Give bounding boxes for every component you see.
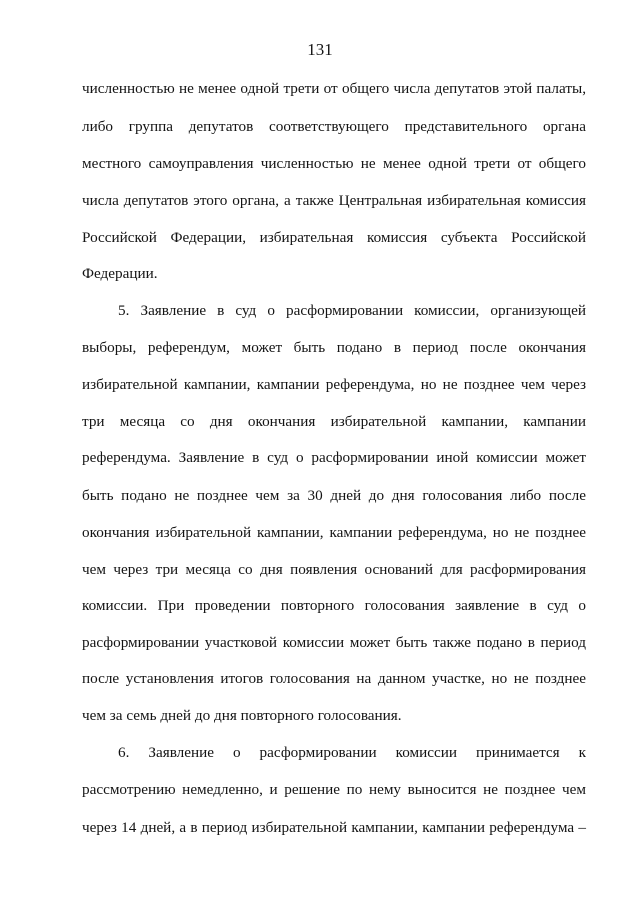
text-line: расформировании участковой комиссии может быть также подано в период	[82, 634, 586, 651]
text-line: три месяца со дня окончания избирательной кампании, кампании	[82, 413, 586, 430]
text-line: избирательной кампании, кампании референдума, но не позднее чем через	[82, 376, 586, 393]
text-line: численностью не менее одной трети от общего числа депутатов этой палаты,	[82, 80, 586, 97]
text-line: быть подано не позднее чем за 30 дней до дня голосования либо после	[82, 487, 586, 504]
text-line: выборы, референдум, может быть подано в период после окончания	[82, 339, 586, 356]
text-line: окончания избирательной кампании, кампании референдума, но не позднее	[82, 524, 586, 541]
text-line: либо группа депутатов соответствующего представительного органа	[82, 118, 586, 135]
text-line: Федерации.	[82, 265, 158, 282]
text-line: рассмотрению немедленно, и решение по нему выносится не позднее чем	[82, 781, 586, 798]
text-line: после установления итогов голосования на данном участке, но не позднее	[82, 670, 586, 687]
paragraph-6-first-line: 6. Заявление о расформировании комиссии принимается к	[118, 744, 586, 761]
text-line: через 14 дней, а в период избирательной кампании, кампании референдума –	[82, 819, 586, 836]
page-number: 131	[307, 40, 333, 59]
text-line: комиссии. При проведении повторного голосования заявление в суд о	[82, 597, 586, 614]
text-line: чем через три месяца со дня появления оснований для расформирования	[82, 561, 586, 578]
text-line: референдума. Заявление в суд о расформировании иной комиссии может	[82, 449, 586, 466]
text-line: Российской Федерации, избирательная комиссия субъекта Российской	[82, 229, 586, 246]
text-line: местного самоуправления численностью не менее одной трети от общего	[82, 155, 586, 172]
paragraph-5-first-line: 5. Заявление в суд о расформировании комиссии, организующей	[118, 302, 586, 319]
text-line: числа депутатов этого органа, а также Центральная избирательная комиссия	[82, 192, 586, 209]
text-line: чем за семь дней до дня повторного голосования.	[82, 707, 402, 724]
